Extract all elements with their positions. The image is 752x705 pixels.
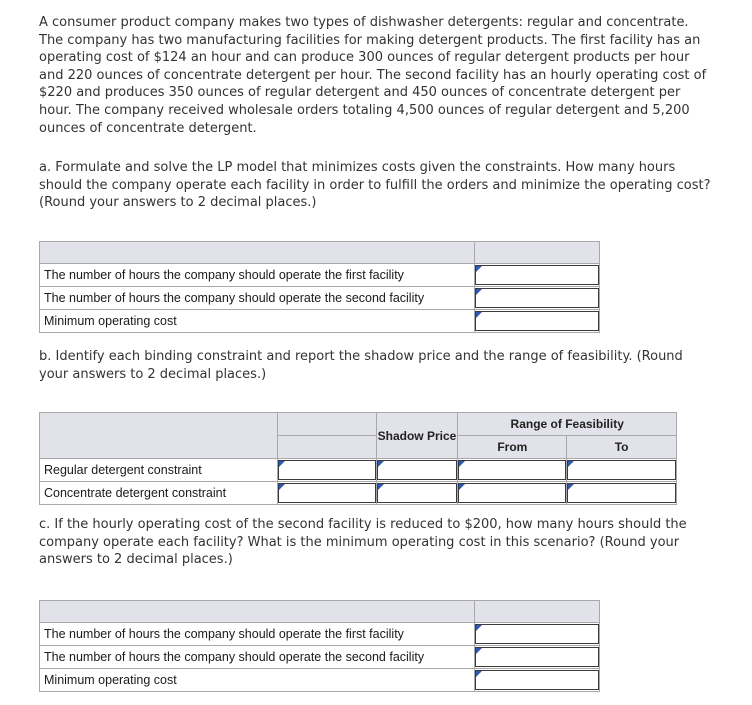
regular-constraint-binding-input[interactable] [278, 460, 376, 480]
part-a-row-2 [40, 287, 600, 310]
part-a-second-facility-hours-input[interactable] [475, 288, 599, 308]
part-a-question: a. Formulate and solve the LP model that minimizes costs given the constraints. How many hours should the company operate each facility in order to fulfill the orders and minimize the operating cost? (Round your answers to 2 decimal places.) [39, 160, 711, 211]
regular-constraint-label: Regular detergent constraint [40, 459, 278, 482]
part-c-header-value [474, 601, 599, 623]
range-of-feasibility-header: Range of Feasibility [458, 413, 677, 436]
part-a-header-label [40, 242, 475, 264]
part-a-row-2-label: The number of hours the company should operate the second facility [40, 287, 475, 310]
shadow-price-header: Shadow Price [376, 413, 458, 459]
part-c-row-2 [40, 646, 600, 669]
part-a-row-1 [40, 264, 600, 287]
regular-shadow-price-input[interactable] [377, 460, 458, 480]
concentrate-constraint-binding-input[interactable] [278, 483, 376, 503]
part-c-row-2-label: The number of hours the company should operate the second facility [40, 646, 475, 669]
part-c-question: c. If the hourly operating cost of the second facility is reduced to $200, how many hours should the company operate each facility? What is the minimum operating cost in this scenario? (Round your answers to 2 decimal places.) [39, 517, 687, 568]
part-a-answer-table [39, 241, 600, 333]
concentrate-range-to-input[interactable] [567, 483, 676, 503]
part-a-header-value [474, 242, 599, 264]
part-b-row-1 [40, 459, 677, 482]
part-c-min-cost-input[interactable] [475, 670, 599, 690]
problem-intro: A consumer product company makes two types of dishwasher detergents: regular and concentrate. The company has two manufacturing facilities for making detergent products. The first facility has an operating cost of $124 an hour and can produce 300 ounces of regular detergent products per hour and 220 ounces of concentrate detergent per hour. The second facility has an hourly operating cost of $220 and produces 350 ounces of regular detergent and 450 ounces of concentrate detergent per hour. The company received wholesale orders totaling 4,500 ounces of regular detergent and 5,200 ounces of concentrate detergent. [39, 15, 707, 136]
part-c-answer-table [39, 600, 600, 692]
part-c-row-3-label: Minimum operating cost [40, 669, 475, 692]
part-b-answer-table [39, 412, 677, 505]
part-c-second-facility-hours-input[interactable] [475, 647, 599, 667]
part-a-row-3-label: Minimum operating cost [40, 310, 475, 333]
part-c-row-1 [40, 623, 600, 646]
part-a-row-3 [40, 310, 600, 333]
range-from-header: From [458, 436, 567, 459]
part-a-row-1-label: The number of hours the company should operate the first facility [40, 264, 475, 287]
part-b-question: b. Identify each binding constraint and report the shadow price and the range of feasibility. (Round your answers to 2 decimal places.) [39, 349, 683, 382]
regular-range-from-input[interactable] [458, 460, 566, 480]
part-c-row-3 [40, 669, 600, 692]
range-to-header: To [567, 436, 677, 459]
part-c-first-facility-hours-input[interactable] [475, 624, 599, 644]
part-c-header-label [40, 601, 475, 623]
part-a-min-cost-input[interactable] [475, 311, 599, 331]
concentrate-range-from-input[interactable] [458, 483, 566, 503]
regular-range-to-input[interactable] [567, 460, 676, 480]
concentrate-shadow-price-input[interactable] [377, 483, 458, 503]
part-a-first-facility-hours-input[interactable] [475, 265, 599, 285]
part-c-row-1-label: The number of hours the company should operate the first facility [40, 623, 475, 646]
part-b-header-label [40, 413, 278, 459]
concentrate-constraint-label: Concentrate detergent constraint [40, 482, 278, 505]
part-b-row-2 [40, 482, 677, 505]
